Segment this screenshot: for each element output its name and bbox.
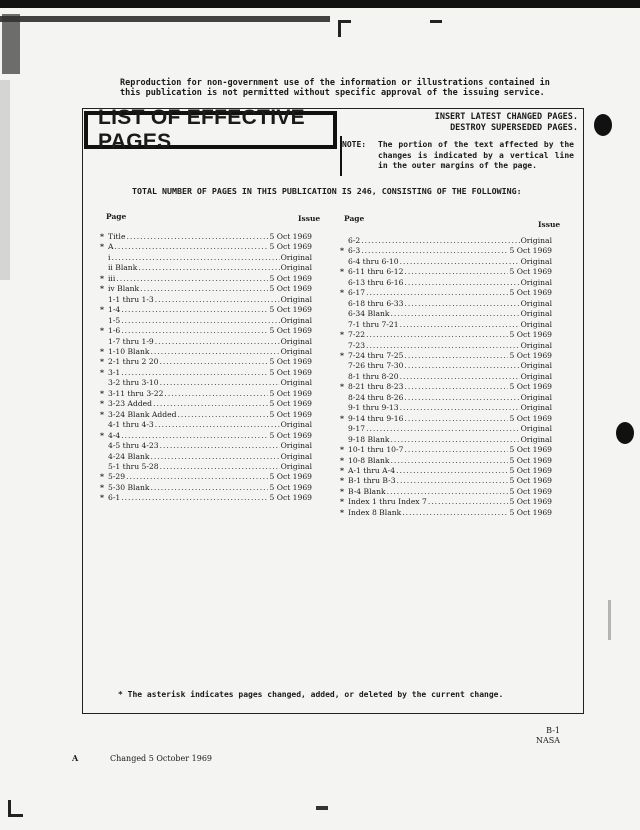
change-asterisk: * (340, 507, 344, 517)
page-list-row (340, 351, 552, 361)
change-asterisk: * (340, 288, 344, 298)
page-list-row (100, 284, 312, 294)
page-range: iv Blank (108, 284, 140, 294)
scan-speck-right (608, 600, 611, 640)
left-issue-header: Issue (298, 214, 321, 223)
dot-leader (404, 414, 508, 424)
dot-leader (111, 253, 279, 263)
page-list-row (340, 330, 552, 340)
page-list-row (100, 472, 312, 482)
dot-leader (404, 351, 508, 361)
binder-hole-top (594, 114, 612, 136)
page-list-row (100, 263, 312, 273)
issue-date: 5 Oct 1969 (269, 409, 312, 419)
dot-leader (404, 267, 508, 277)
dot-leader (121, 316, 279, 326)
issue-date: Original (520, 277, 552, 287)
page-range: B-4 Blank (348, 486, 386, 496)
page-list-row (340, 424, 552, 434)
dot-leader (404, 278, 519, 288)
page-range: 7-1 thru 7-21 (348, 319, 399, 329)
page-list-row (100, 357, 312, 367)
change-asterisk: * (100, 409, 104, 419)
change-asterisk: * (100, 242, 104, 252)
page-list-row (100, 274, 312, 284)
dot-leader (155, 295, 280, 305)
right-page-header: Page (344, 214, 365, 223)
dot-leader (126, 232, 268, 242)
page-list-row (100, 378, 312, 388)
page-range: 7-23 (348, 340, 366, 350)
dot-leader (366, 330, 508, 340)
dot-leader (160, 378, 280, 388)
change-asterisk: * (100, 284, 104, 294)
dot-leader (366, 424, 520, 434)
change-asterisk: * (100, 305, 104, 315)
asterisk-footnote: * The asterisk indicates pages changed, added, or deleted by the current change. (118, 690, 504, 699)
page-list-row (100, 389, 312, 399)
dot-leader (121, 368, 268, 378)
issue-date: 5 Oct 1969 (269, 472, 312, 482)
issue-date: Original (520, 256, 552, 266)
change-letter: A (72, 753, 79, 763)
page-list-row (340, 497, 552, 507)
page-range: 8-21 thru 8-23 (348, 382, 404, 392)
dot-leader (116, 274, 268, 284)
page-range: 1-4 (108, 305, 121, 315)
page-list-row (100, 295, 312, 305)
issue-date: 5 Oct 1969 (269, 232, 312, 241)
issue-date: 5 Oct 1969 (269, 357, 312, 367)
page-list-row (100, 242, 312, 252)
issue-date: 5 Oct 1969 (509, 497, 552, 507)
page-range: 4-5 thru 4-23 (108, 441, 159, 451)
issue-date: 5 Oct 1969 (269, 388, 312, 398)
issue-date: Original (520, 371, 552, 381)
page-range: 1-5 (108, 315, 121, 325)
issue-date: Original (520, 434, 552, 444)
issue-date: 5 Oct 1969 (269, 273, 312, 283)
page-range: 6-3 (348, 246, 361, 256)
page-list-row (340, 299, 552, 309)
dot-leader (153, 399, 268, 409)
page-range: 1-7 thru 1-9 (108, 336, 154, 346)
note-label: NOTE: (342, 140, 367, 149)
right-page-list (340, 236, 552, 518)
scan-artifact-bar (0, 16, 330, 22)
page-list-row (340, 466, 552, 476)
dot-leader (177, 410, 268, 420)
page-list-row (340, 288, 552, 298)
page-range: 3-2 thru 3-10 (108, 378, 159, 388)
page-range: 4-24 Blank (108, 451, 150, 461)
page-range: 8-24 thru 8-26 (348, 392, 404, 402)
dot-leader (366, 341, 520, 351)
binder-hole-middle (616, 422, 634, 444)
page-list-row (340, 456, 552, 466)
page-list-row (100, 493, 312, 503)
issue-date: Original (520, 361, 552, 371)
issue-date: 5 Oct 1969 (269, 284, 312, 294)
page-range: i (108, 252, 111, 262)
issue-date: 5 Oct 1969 (509, 330, 552, 340)
page-list-row (100, 431, 312, 441)
page-range: 6-4 thru 6-10 (348, 256, 399, 266)
dot-leader (396, 466, 508, 476)
change-asterisk: * (100, 357, 104, 367)
page-list-row (340, 320, 552, 330)
page-list-row (100, 483, 312, 493)
issue-date: Original (280, 263, 312, 273)
page-range: 2-1 thru 2 20 (108, 357, 159, 367)
issue-date: Original (520, 298, 552, 308)
page-range: Index 8 Blank (348, 507, 402, 517)
change-asterisk: * (340, 350, 344, 360)
page-list-row (100, 347, 312, 357)
change-asterisk: * (100, 367, 104, 377)
dot-leader (400, 403, 520, 413)
dot-leader (361, 236, 519, 246)
change-asterisk: * (100, 472, 104, 482)
page-list-row (340, 435, 552, 445)
dot-leader (402, 508, 508, 518)
page-list-row (100, 337, 312, 347)
reproduction-notice: Reproduction for non-government use of the information or illustrations contained in this publication is not permitted without specific approval of the issuing service. (120, 78, 550, 98)
page-range: 9-18 Blank (348, 434, 390, 444)
page-list-row (100, 441, 312, 451)
issue-date: Original (280, 294, 312, 304)
issue-date: Original (280, 461, 312, 471)
dot-leader (140, 284, 268, 294)
page-range: 3-23 Added (108, 399, 153, 409)
change-asterisk: * (100, 273, 104, 283)
issue-date: 5 Oct 1969 (509, 382, 552, 392)
page-list-row (340, 487, 552, 497)
page-range: 7-26 thru 7-30 (348, 361, 404, 371)
page-list-row (340, 403, 552, 413)
change-asterisk: * (340, 267, 344, 277)
page-list-row (340, 372, 552, 382)
change-date: Changed 5 October 1969 (110, 754, 212, 763)
issue-date: 5 Oct 1969 (269, 305, 312, 315)
page-range: 4-1 thru 4-3 (108, 420, 154, 430)
page-range: 9-14 thru 9-16 (348, 413, 404, 423)
change-asterisk: * (340, 413, 344, 423)
issue-date: Original (280, 346, 312, 356)
page-range: 5-1 thru 5-28 (108, 461, 159, 471)
issue-date: Original (280, 441, 312, 451)
issue-date: 5 Oct 1969 (509, 288, 552, 298)
dot-leader (400, 257, 520, 267)
page-list-row (340, 445, 552, 455)
dot-leader (366, 288, 508, 298)
issue-date: Original (520, 309, 552, 319)
dot-leader (361, 246, 508, 256)
change-asterisk: * (340, 246, 344, 256)
issue-date: 5 Oct 1969 (269, 493, 312, 503)
dot-leader (404, 393, 519, 403)
scan-edge-top (0, 0, 640, 8)
page-range: 10-1 thru 10-7 (348, 445, 404, 455)
page-list-row (340, 257, 552, 267)
page-range: 3-1 (108, 367, 121, 377)
dot-leader (404, 361, 519, 371)
issue-date: 5 Oct 1969 (509, 476, 552, 486)
issue-date: Original (520, 392, 552, 402)
dot-leader (400, 372, 520, 382)
issue-date: Original (520, 236, 552, 245)
dot-leader (151, 452, 280, 462)
page-range: B-1 thru B-3 (348, 476, 396, 486)
page-list-row (340, 341, 552, 351)
dot-leader (160, 462, 280, 472)
page-range: 4-4 (108, 430, 121, 440)
page-range: 6-1 (108, 493, 121, 503)
page-list-row (100, 410, 312, 420)
page-range: Index 1 thru Index 7 (348, 497, 427, 507)
issue-date: Original (280, 336, 312, 346)
note-text: The portion of the text affected by the changes is indicated by a vertical line in the outer margins of the page. (378, 140, 574, 170)
issue-date: 5 Oct 1969 (509, 246, 552, 256)
change-asterisk: * (340, 476, 344, 486)
page-list-row (100, 399, 312, 409)
page-list-row (100, 326, 312, 336)
page-range: 3-24 Blank Added (108, 409, 177, 419)
right-issue-header: Issue (538, 220, 561, 229)
dot-leader (391, 435, 520, 445)
page-list-row (340, 361, 552, 371)
issue-date: Original (280, 451, 312, 461)
insert-notice-line-2: DESTROY SUPERSEDED PAGES. (450, 123, 578, 133)
page-list-row (100, 452, 312, 462)
dot-leader (404, 382, 508, 392)
change-asterisk: * (100, 399, 104, 409)
left-page-header: Page (106, 212, 127, 221)
issue-date: 5 Oct 1969 (269, 430, 312, 440)
issue-date: 5 Oct 1969 (509, 413, 552, 423)
dot-leader (121, 493, 268, 503)
page-title: LIST OF EFFECTIVE PAGES (84, 111, 337, 149)
change-asterisk: * (340, 465, 344, 475)
issue-date: 5 Oct 1969 (509, 455, 552, 465)
dot-leader (138, 263, 279, 273)
change-asterisk: * (100, 326, 104, 336)
page-list-row (100, 420, 312, 430)
page-range: 5-29 (108, 472, 126, 482)
change-asterisk: * (340, 445, 344, 455)
page-range: 1-6 (108, 326, 121, 336)
scan-speck-bottom (316, 806, 328, 810)
scan-shadow-left (0, 80, 10, 280)
change-asterisk: * (340, 486, 344, 496)
change-asterisk: * (340, 382, 344, 392)
page-list-row (100, 232, 312, 242)
page-list-row (100, 368, 312, 378)
change-asterisk: * (100, 346, 104, 356)
dot-leader (160, 441, 280, 451)
agency-name: NASA (536, 736, 561, 745)
change-asterisk: * (100, 232, 104, 241)
page-range: 1-10 Blank (108, 346, 150, 356)
dot-leader (391, 456, 509, 466)
dot-leader (404, 299, 519, 309)
issue-date: Original (280, 252, 312, 262)
issue-date: Original (520, 424, 552, 434)
dot-leader (151, 347, 280, 357)
page-range: ii Blank (108, 263, 138, 273)
dot-leader (114, 242, 268, 252)
page-list-row (340, 246, 552, 256)
page-list-row (340, 278, 552, 288)
crop-dash-top (430, 20, 442, 23)
insert-notice-line-1: INSERT LATEST CHANGED PAGES. (434, 112, 578, 122)
page-range: 6-34 Blank (348, 309, 390, 319)
dot-leader (159, 357, 268, 367)
page-number: B-1 (546, 726, 560, 735)
issue-date: 5 Oct 1969 (509, 267, 552, 277)
scan-artifact-left (2, 14, 20, 74)
change-asterisk: * (100, 430, 104, 440)
page-range: 1-1 thru 1-3 (108, 294, 154, 304)
page-range: Title (108, 232, 126, 241)
issue-date: Original (280, 315, 312, 325)
page-range: 8-1 thru 8-20 (348, 371, 399, 381)
issue-date: Original (520, 403, 552, 413)
left-page-list (100, 232, 312, 504)
dot-leader (155, 420, 280, 430)
dot-leader (404, 445, 508, 455)
dot-leader (397, 476, 509, 486)
page-range: 7-24 thru 7-25 (348, 350, 404, 360)
issue-date: Original (280, 420, 312, 430)
page-range: 6-11 thru 6-12 (348, 267, 404, 277)
page-range: 6-18 thru 6-33 (348, 298, 404, 308)
change-asterisk: * (100, 388, 104, 398)
page-list-row (340, 476, 552, 486)
issue-date: 5 Oct 1969 (269, 399, 312, 409)
issue-date: 5 Oct 1969 (269, 242, 312, 252)
page-footer (536, 726, 560, 746)
change-line (72, 753, 212, 763)
dot-leader (164, 389, 268, 399)
dot-leader (121, 326, 268, 336)
page-range: 3-11 thru 3-22 (108, 388, 164, 398)
change-asterisk: * (340, 455, 344, 465)
crop-mark-top (338, 20, 351, 37)
page-range: 5-30 Blank (108, 482, 150, 492)
issue-date: 5 Oct 1969 (509, 465, 552, 475)
issue-date: 5 Oct 1969 (269, 367, 312, 377)
page-range: 7-22 (348, 330, 366, 340)
issue-date: Original (520, 340, 552, 350)
dot-leader (387, 487, 509, 497)
page-range: A (108, 242, 114, 252)
page-range: 10-8 Blank (348, 455, 390, 465)
page-list-row (100, 305, 312, 315)
dot-leader (126, 472, 268, 482)
crop-mark-bottom-left (8, 800, 23, 817)
note-block (342, 140, 574, 172)
page-list-row (340, 236, 552, 246)
dot-leader (155, 337, 280, 347)
page-range: 9-1 thru 9-13 (348, 403, 399, 413)
issue-date: 5 Oct 1969 (509, 445, 552, 455)
page-list-row (340, 393, 552, 403)
change-asterisk: * (340, 497, 344, 507)
page-range: A-1 thru A-4 (348, 465, 396, 475)
page-list-row (340, 414, 552, 424)
page-range: iii (108, 273, 116, 283)
change-asterisk: * (100, 493, 104, 503)
change-asterisk: * (100, 482, 104, 492)
dot-leader (428, 497, 509, 507)
page-list-row (340, 309, 552, 319)
page-list-row (100, 316, 312, 326)
page-list-row (340, 382, 552, 392)
total-pages-statement: TOTAL NUMBER OF PAGES IN THIS PUBLICATION IS 246, CONSISTING OF THE FOLLOWING: (132, 186, 522, 196)
dot-leader (121, 431, 268, 441)
issue-date: 5 Oct 1969 (509, 350, 552, 360)
page-list-row (100, 253, 312, 263)
issue-date: Original (280, 378, 312, 388)
page-list-row (340, 508, 552, 518)
issue-date: 5 Oct 1969 (269, 482, 312, 492)
page-list-row (100, 462, 312, 472)
page-range: 6-17 (348, 288, 366, 298)
dot-leader (151, 483, 269, 493)
change-asterisk: * (340, 330, 344, 340)
issue-date: Original (520, 319, 552, 329)
dot-leader (400, 320, 520, 330)
issue-date: 5 Oct 1969 (509, 486, 552, 496)
page-range: 9-17 (348, 424, 366, 434)
page-range: 6-2 (348, 236, 361, 245)
dot-leader (121, 305, 268, 315)
page-list-row (340, 267, 552, 277)
issue-date: 5 Oct 1969 (509, 507, 552, 517)
issue-date: 5 Oct 1969 (269, 326, 312, 336)
page-range: 6-13 thru 6-16 (348, 277, 404, 287)
dot-leader (391, 309, 520, 319)
insert-notice (400, 112, 578, 134)
